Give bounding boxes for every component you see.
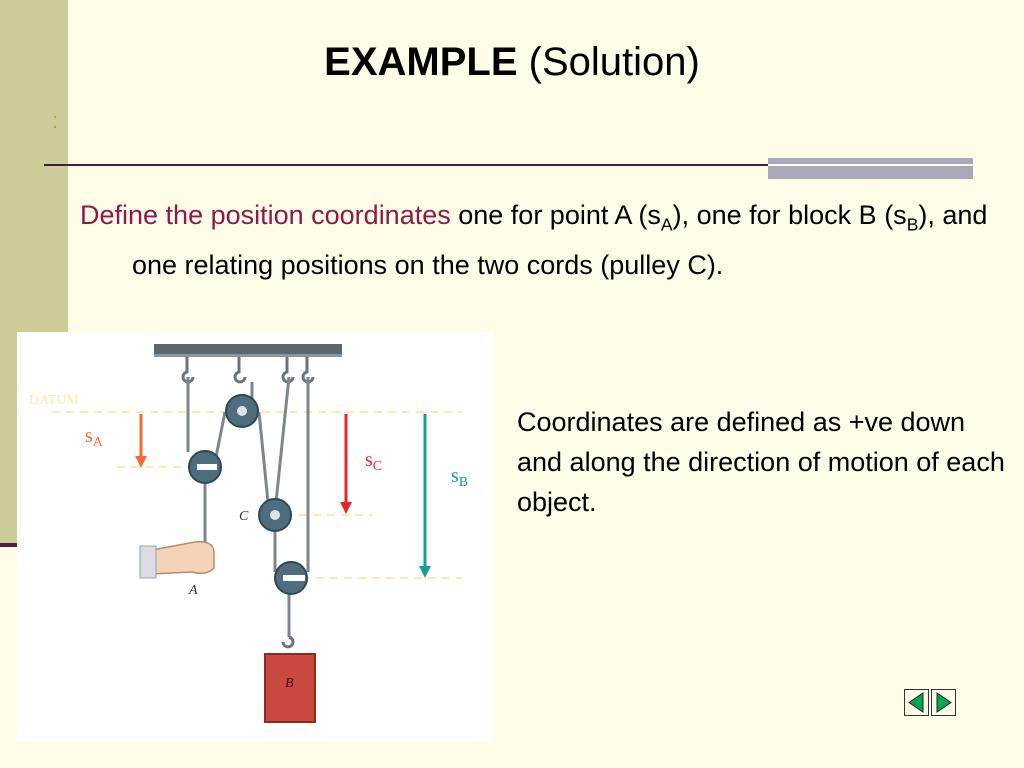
next-slide-button[interactable]: [931, 689, 956, 716]
ceiling: [154, 344, 342, 354]
pulley-left: [189, 451, 221, 483]
prev-slide-button[interactable]: [904, 689, 929, 716]
arrow-left-icon: [905, 690, 928, 715]
pulley-diagram: [17, 332, 493, 742]
slide-title: [0, 40, 1024, 85]
slide-nav: [904, 689, 957, 718]
label-sa: $s_A$: [85, 425, 103, 450]
label-a: A: [189, 583, 198, 598]
side-marker: :: [52, 108, 59, 133]
pulley-c: [259, 499, 291, 531]
bullet-highlight: Define the position coordinates: [80, 200, 451, 230]
hand-graphic: [140, 542, 214, 578]
title-rule-accent-gap: [768, 164, 973, 166]
pulley-lower: [275, 562, 307, 594]
arrow-right-icon: [932, 690, 955, 715]
title-rule-accent-bottom: [768, 166, 973, 179]
label-b: B: [285, 676, 294, 691]
title-bold: EXAMPLE: [324, 40, 518, 84]
bullet-part-3: ), and one relating positions on the two cords (pulley C).: [132, 200, 988, 281]
pulley-figure: [17, 332, 493, 742]
label-c: C: [239, 509, 249, 524]
label-sb: $s_B$: [451, 465, 469, 490]
bullet-sub-b: B: [906, 214, 919, 235]
bullet-part-1: one for point A (s: [450, 200, 661, 230]
datum-label: DATUM: [29, 393, 79, 408]
title-rule: [44, 164, 769, 166]
label-sc: $s_C$: [365, 449, 383, 474]
bullet-sub-a: A: [660, 214, 673, 235]
note-text: Coordinates are defined as +ve down and along the direction of motion of each object.: [517, 407, 1005, 517]
bullet-part-2: ), one for block B (s: [672, 200, 907, 230]
pulley-top: [226, 395, 258, 427]
bullet-text: [80, 195, 1012, 286]
title-normal: (Solution): [528, 40, 700, 84]
